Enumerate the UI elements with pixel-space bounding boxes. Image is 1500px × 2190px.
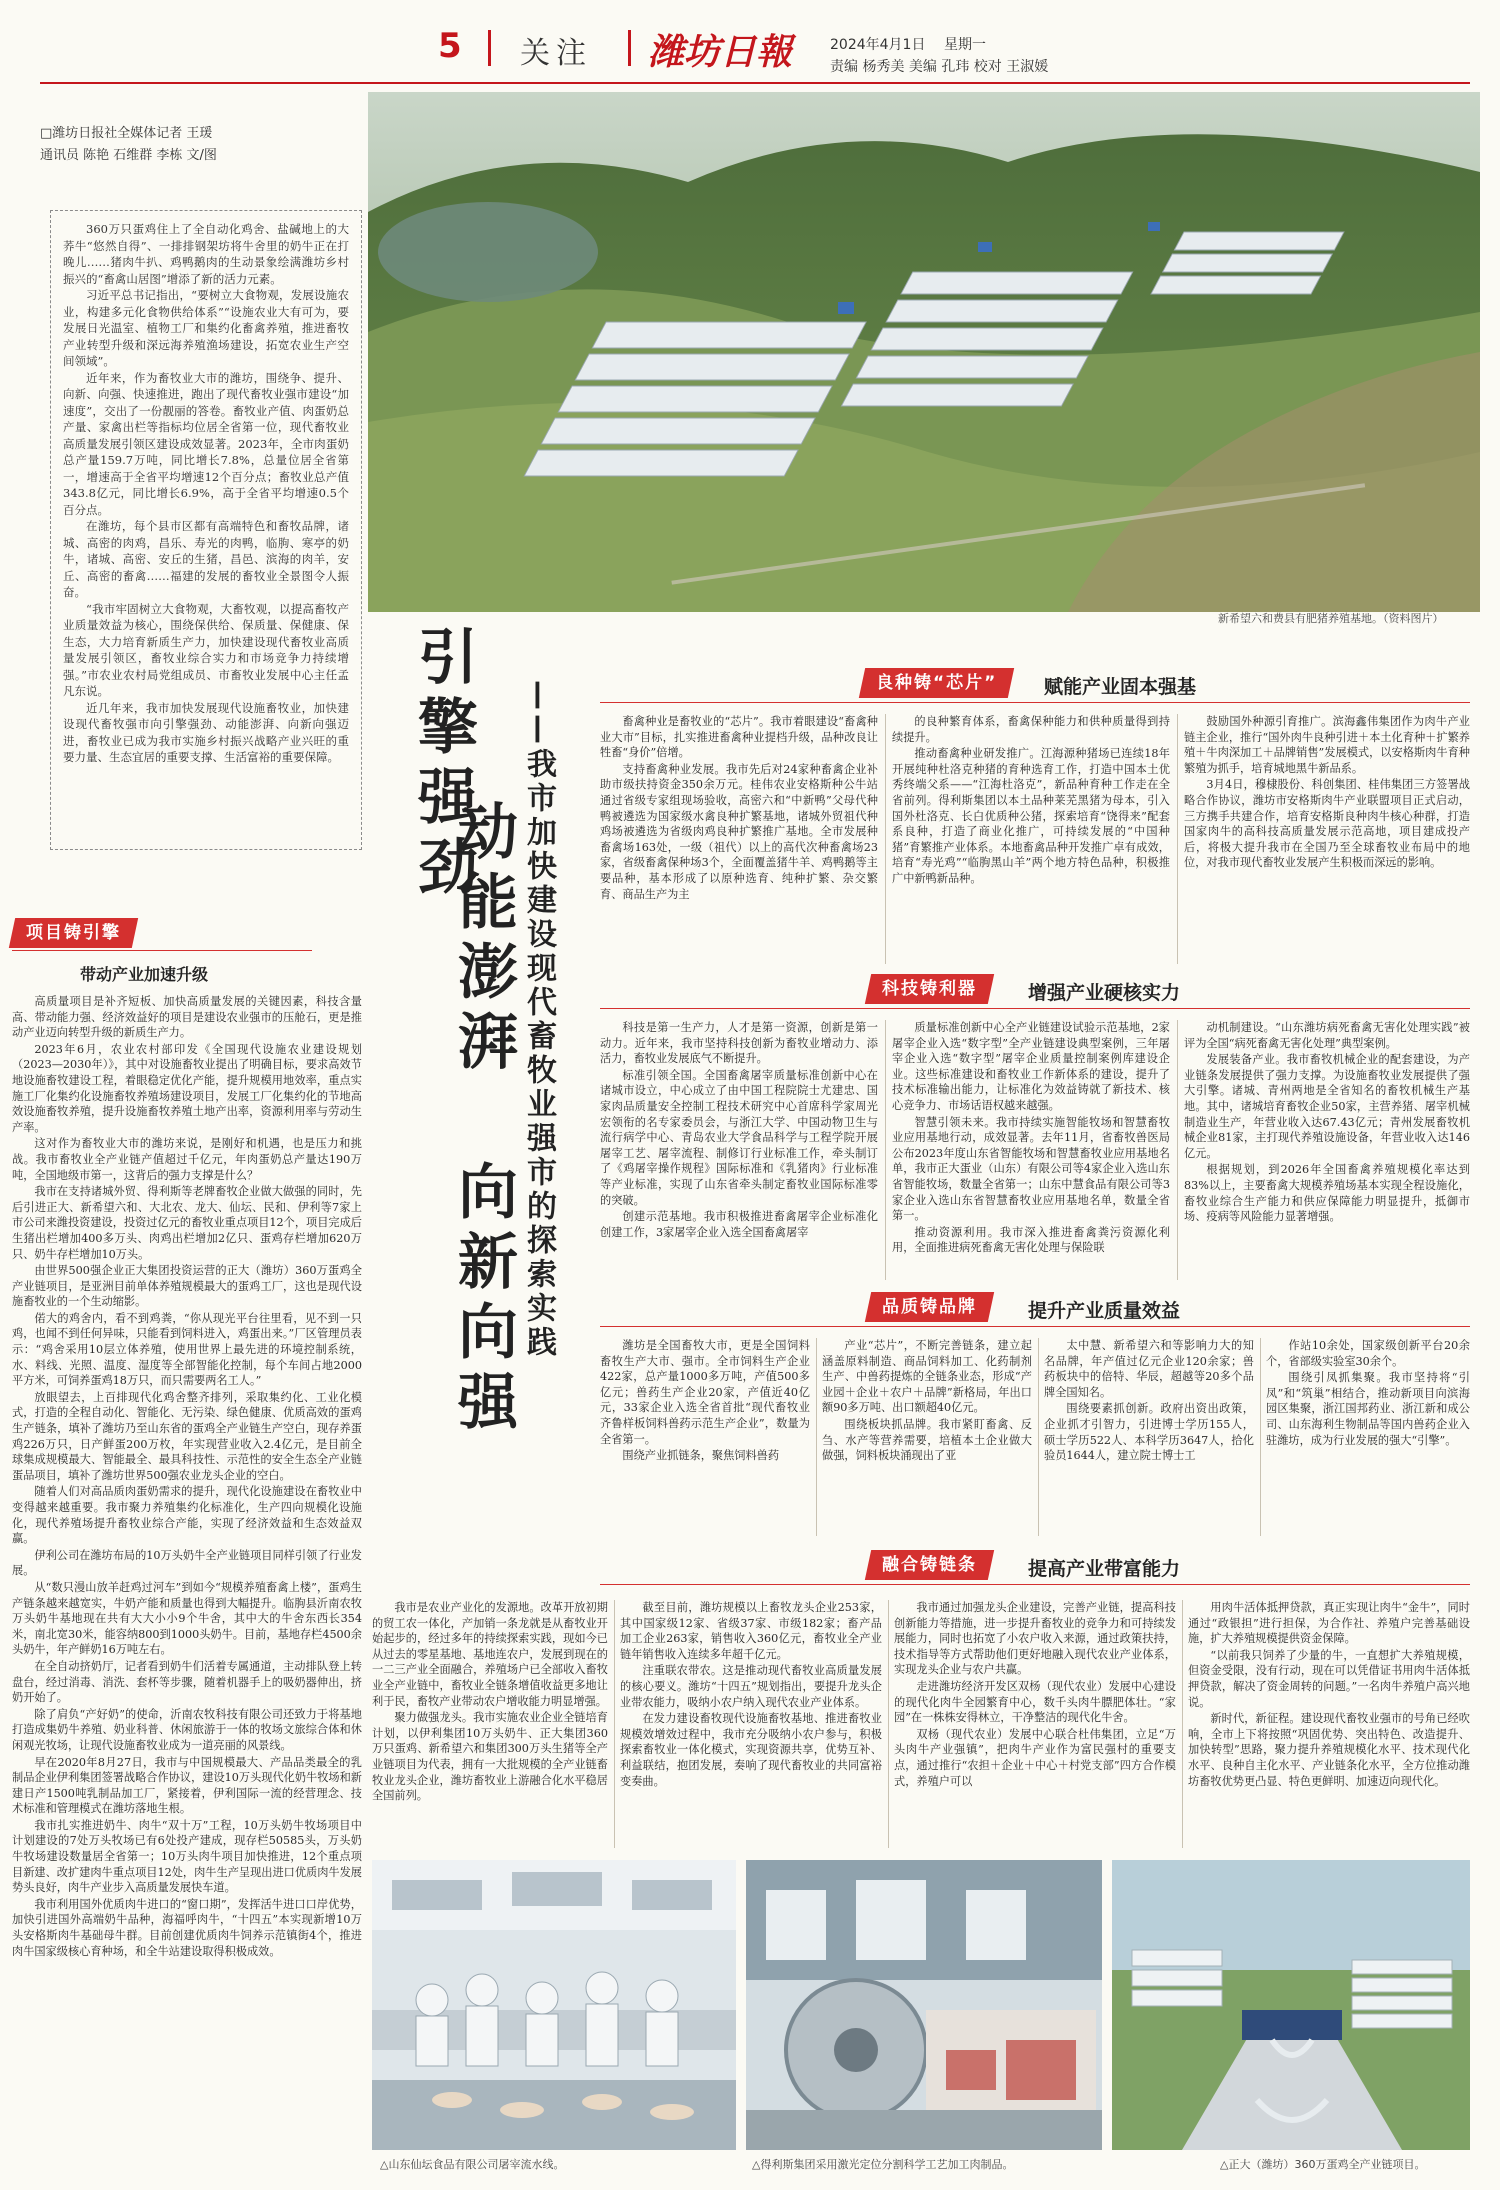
page-number: 5 xyxy=(438,26,462,66)
body-paragraph: 根据规划，到2026年全国畜禽养殖规模化率达到83%以上，主要畜禽大规模养殖场基本实现全程设施化，畜牧业综合生产能力和供应保障能力明显提升，抵御市场、疫病等风险能力显著增强。 xyxy=(1184,1163,1470,1224)
body-paragraph: 畜禽种业是畜牧业的“芯片”。我市着眼建设“畜禽种业大市”目标，扎实推进畜禽种业提档升级，品种改良让牲畜“身价”倍增。 xyxy=(600,715,878,760)
photo-meat-cutting xyxy=(746,1860,1102,2150)
section-name: 关注 xyxy=(520,36,592,71)
article-column-brand-2 xyxy=(822,1338,1032,1538)
section-tag-brand: 品质铸品牌 xyxy=(865,1292,994,1322)
body-paragraph: 我市在支持诸城外贸、得利斯等老牌畜牧企业做大做强的同时，先后引进正大、新希望六和、大北农、龙大、仙坛、民和、伊利等7家上市公司来潍投资建设，投资过亿元的畜牧业重点项目12个，项目完成后生猪出栏增加400多万头、肉鸡出栏增加2亿只、蛋鸡存栏增加620万只、奶牛存栏增加10万头。 xyxy=(12,1185,362,1261)
slaughter-line-illustration xyxy=(372,1860,736,2150)
lead-paragraph: 360万只蛋鸡住上了全自动化鸡舍、盐碱地上的大荞牛“悠然自得”、一排排钢架坊将牛舍里的奶牛正在打晚儿……猪肉牛扒、鸡鸭鹅肉的生动景象绘满潍坊乡村振兴的“畜禽山居图”增添了新的活力元素。 xyxy=(63,222,349,286)
body-paragraph: 创建示范基地。我市积极推进畜禽屠宰企业标准化创建工作，3家屠宰企业入选全国畜禽屠宰 xyxy=(600,1210,878,1239)
lead-paragraph: “我市牢固树立大食物观，大畜牧观，以提高畜牧产业质量效益为核心，围绕保供给、保质量、保健康、保生态，大力培育新质生产力，加快建设现代畜牧业高质量发展引领区，畜牧业综合实力和市场竞争力持续增强。”市农业农村局党组成员、市畜牧业发展中心主任孟凡东说。 xyxy=(63,601,349,698)
body-paragraph: 科技是第一生产力，人才是第一资源，创新是第一动力。近年来，我市坚持科技创新为畜牧业增动力、添活力，畜牧业发展底气不断提升。 xyxy=(600,1021,878,1066)
body-paragraph: 我市是农业产业化的发源地。改革开放初期的贸工农一体化，产加销一条龙就是从畜牧业开始起步的，经过多年的持续探索实践，现如今已从过去的零星基地、基地连农户，发展到现在的一二三产业全面融合，养殖场户已全部收入畜牧业全产业链中，畜牧业全链条增值收益更多地让利于民，畜牧产业带动农户增收能力明显增强。 xyxy=(372,1601,608,1708)
hero-photo-caption: 新希望六和费县有肥猪养殖基地。（资料图片） xyxy=(1218,612,1444,625)
article-column-fusion-2 xyxy=(620,1600,882,1850)
body-paragraph: 早在2020年8月27日，我市与中国规模最大、产品品类最全的乳制品企业伊利集团签署战略合作协议，建设10万头现代化奶牛牧场和新建日产1500吨乳制品加工厂，紧接着，伊利国际一流的经营理念、技术标准和管理模式在潍坊落地生根。 xyxy=(12,1755,362,1816)
body-paragraph: 推动畜禽种业研发推广。江海源种猪场已连续18年开展纯种杜洛克种猪的育种选育工作，打造中国本土优秀终端父系——“江海杜洛克”，新品种育种工作走在全省前列。得利斯集团以本土品种莱芜黑猪为母本，引入国外杜洛克、长白优质种公猪，探索培育“饶得来”配套系良种，打造了商业化推广，可持续发展的“中国种猪”育繁推产业体系。本地畜禽品种开发推广卓有成效，培育“寿光鸡”“临朐黑山羊”两个地方特色品种，积极推广中新鸭新品种。 xyxy=(892,747,1170,885)
byline-reporter: □潍坊日报社全媒体记者 王瑗 xyxy=(40,126,213,141)
column-rule xyxy=(1177,1020,1178,1280)
article-column-brand-1 xyxy=(600,1338,810,1538)
body-paragraph: 我市利用国外优质肉牛进口的“窗口期”，发挥活牛进口口岸优势，加快引进国外高端奶牛品种，海福呼肉牛，“十四五”本实现新增10万头安格斯肉牛基础母牛群。目前创建优质肉牛饲养示范镇街4个，推进肉牛国家级核心育种场，和全牛站建设取得积极成效。 xyxy=(12,1897,362,1958)
body-paragraph: 我市扎实推进奶牛、肉牛“双十万”工程，10万头奶牛牧场项目中计划建设的7处万头牧场已有6处投产建成，现存栏50585头，万头奶牛牧场建设数量居全省第一；10万头肉牛项目加快推进，12个重点项目新建、改扩建肉牛重点项目12处，肉牛生产呈现出进口优质肉牛发展势头良好，肉牛产业步入高质量发展快车道。 xyxy=(12,1818,362,1895)
section-rule xyxy=(600,1008,1470,1009)
photo-caption-cutting: △得利斯集团采用激光定位分割科学工艺加工肉制品。 xyxy=(752,2158,1014,2171)
lead-paragraph: 在潍坊，每个县市区都有高端特色和畜牧品牌，诸城、高密的肉鸡，昌乐、寿光的肉鸭，临朐、寒亭的奶牛，诸城、高密、安丘的生猪，昌邑、滨海的肉羊，安丘、高密的畜禽……福建的发展的畜牧业全景图令人振奋。 xyxy=(63,519,349,599)
egg-project-illustration xyxy=(1112,1860,1470,2150)
body-paragraph: 注重联农带农。这是推动现代畜牧业高质量发展的核心要义。潍坊“十四五”规划指出，要提升龙头企业带农能力，吸纳小农户纳入现代农业产业体系。 xyxy=(620,1664,882,1709)
body-paragraph: 动机制建设。“山东潍坊病死畜禽无害化处理实践”被评为全国“病死畜禽无害化处理”典型案例。 xyxy=(1184,1021,1470,1050)
section-title-fusion: 提高产业带富能力 xyxy=(1028,1558,1181,1580)
body-paragraph: 由世界500强企业正大集团投资运营的正大（潍坊）360万蛋鸡全产业链项目，是亚洲目前单体养殖规模最大的蛋鸡工厂，这也是现代设施畜牧业的一个生动缩影。 xyxy=(12,1264,362,1309)
body-paragraph: 围绕板块抓品牌。我市紧盯畜禽、反刍、水产等营养需要，培植本土企业做大做强，饲料板块涌现出了亚 xyxy=(822,1417,1032,1463)
body-paragraph: 从“数只漫山放羊赶鸡过河车”到如今“规模养殖畜禽上楼”，蛋鸡生产链条越来越宽实，牛奶产能和质量也得到大幅提升。临朐县沂南农牧万头奶牛基地现在共有大大小小9个牛舍，其中大的牛舍东西长354米，南北宽30米，能容纳800到1000头奶牛。目前，基地存栏4500余头奶牛，年产鲜奶16万吨左右。 xyxy=(12,1580,362,1657)
body-paragraph: 推动资源利用。我市深入推进畜禽粪污资源化利用，全面推进病死畜禽无害化处理与保险联 xyxy=(892,1225,1170,1255)
lead-paragraph: 近几年来，我市加快发展现代设施畜牧业，加快建设现代畜牧强市向引擎强劲、动能澎湃、向新向强迈进，畜牧业已成为我市实施乡村振兴战略产业兴旺的重要力量、生态宜居的重要支撑、生活富裕的重要保障。 xyxy=(63,700,349,764)
section-tag-tech: 科技铸利器 xyxy=(865,974,994,1004)
body-paragraph: 发展装备产业。我市畜牧机械企业的配套建设，为产业链条发展提供了强力支撑。为设施畜牧业发展提供了强大引擎。诸城、青州两地是全省知名的畜牧机械生产基地。其中，诸城培育畜牧企业50家，主营养猪、屠宰机械制造业生产，年营业收入达67.43亿元；青州发展畜牧机械企业81家，主打现代养殖设施设备，年营业收入达146亿元。 xyxy=(1184,1053,1470,1160)
article-column-seed-2 xyxy=(892,714,1170,966)
body-paragraph: 双杨（现代农业）发展中心联合杜伟集团，立足“万头肉牛产业强镇”，把肉牛产业作为富民强村的重要支点，通过推行“农担＋企业＋中心＋村党支部”四方合作模式，养殖户可以 xyxy=(894,1727,1176,1788)
article-column-fusion-4 xyxy=(1188,1600,1470,1850)
body-paragraph: “以前我只饲养了少量的牛，一直想扩大养殖规模，但资金受限，没有行动，现在可以凭借证书用肉牛活体抵押贷款，解决了资金周转的问题。”一名肉牛养殖户高兴地说。 xyxy=(1188,1648,1470,1709)
column-rule xyxy=(888,1600,889,1848)
body-paragraph: 潍坊是全国畜牧大市，更是全国饲料畜牧生产大市、强市。全市饲料生产企业422家，总产量1000多万吨，产值500多亿元；兽药生产企业20家，产值近40亿元，33家企业入选全省首批“现代畜牧业齐鲁样板饲料兽药示范生产企业”，数量为全省第一。 xyxy=(600,1339,810,1446)
headline-line-2: 动能澎湃 xyxy=(448,800,518,1080)
column-rule xyxy=(1182,1600,1183,1848)
column-rule xyxy=(885,1020,886,1280)
article-column-seed-1 xyxy=(600,714,878,966)
section-rule xyxy=(600,702,1470,703)
article-column-tech-1 xyxy=(600,1020,878,1282)
column-rule xyxy=(614,1600,615,1848)
section-rule xyxy=(12,950,312,951)
aerial-farm-illustration xyxy=(368,92,1480,612)
body-paragraph: 新时代，新征程。建设现代畜牧业强市的号角已经吹响，全市上下将按照“巩固优势、突出特色、改造提升、加快转型”思路，聚力提升养殖规模化水平、技术现代化水平、良种自主化水平、产业链条化水平，全方位推动潍坊畜牧优势更凸显、特色更鲜明、加速迈向现代化。 xyxy=(1188,1712,1470,1788)
article-column-brand-4 xyxy=(1266,1338,1470,1538)
section-rule xyxy=(600,1584,1470,1585)
body-paragraph: 产业“芯片”，不断完善链条，建立起涵盖原料制造、商品饲料加工、化药制剂生产、中兽药提炼的全链条业态，形成“产业园＋企业＋农户＋品牌”新格局，年出口额90多万吨、出口额超40亿元。 xyxy=(822,1339,1032,1415)
hero-photo-pig-farm xyxy=(368,92,1480,612)
issue-weekday: 星期一 xyxy=(944,37,986,53)
article-column-tech-3 xyxy=(1184,1020,1470,1282)
section-rule xyxy=(600,1326,1470,1327)
subheadline: ——我市加快建设现代畜牧业强市的探索实践 xyxy=(521,680,556,1360)
photo-slaughter-line xyxy=(372,1860,736,2150)
section-title-project: 带动产业加速升级 xyxy=(80,965,209,984)
article-column-tech-2 xyxy=(892,1020,1170,1282)
column-rule xyxy=(885,714,886,964)
body-paragraph: 的良种繁育体系，畜禽保种能力和供种质量得到持续提升。 xyxy=(892,715,1170,744)
masthead-divider xyxy=(488,30,491,66)
masthead-rule xyxy=(40,82,1470,84)
body-paragraph: 截至目前，潍坊规模以上畜牧龙头企业253家，其中国家级12家、省级37家、市级182家；畜产品加工企业263家，销售收入360亿元，畜牧业全产业链年销售收入连续多年超千亿元。 xyxy=(620,1601,882,1661)
body-paragraph: 聚力做强龙头。我市实施农业企业全链培育计划，以伊利集团10万头奶牛、正大集团360万只蛋鸡、新希望六和集团300万头生猪等全产业链项目为代表，拥有一大批规模的全产业链畜牧业龙头企业，潍坊畜牧业上游融合化水平稳居全国前列。 xyxy=(372,1711,608,1803)
body-paragraph: 质量标准创新中心全产业链建设试验示范基地，2家屠宰企业入选“数字型”全产业链建设典型案例，三年屠宰企业入选“数字型”屠宰企业质量控制案例库建设企业。这些标准建设和畜牧业工作新体系的建设，提升了技术标准输出能力，让标准化为效益铸就了新技术、核心竞争力、市场话语权越来越强。 xyxy=(892,1021,1170,1112)
photo-caption-slaughter: △山东仙坛食品有限公司屠宰流水线。 xyxy=(380,2158,565,2171)
issue-date: 2024年4月1日 xyxy=(830,37,926,53)
photo-caption-egg: △正大（潍坊）360万蛋鸡全产业链项目。 xyxy=(1220,2158,1426,2171)
column-rule xyxy=(816,1338,817,1536)
body-paragraph: 作站10余处，国家级创新平台20余个，省部级实验室30余个。 xyxy=(1266,1339,1470,1368)
body-paragraph: 围绕产业抓链条，聚焦饲料兽药 xyxy=(622,1449,780,1463)
column-rule xyxy=(1260,1338,1261,1536)
masthead xyxy=(0,0,1500,82)
column-rule xyxy=(1038,1338,1039,1536)
article-column-seed-3 xyxy=(1184,714,1470,966)
body-paragraph: 走进潍坊经济开发区双杨（现代农业）发展中心建设的现代化肉牛全园繁育中心，数千头肉牛膘肥体壮。“家园”在一株株安得林立，干净整洁的现代化牛舍。 xyxy=(894,1679,1176,1725)
body-paragraph: 放眼望去，上百排现代化鸡舍整齐排列，采取集约化、工业化模式，打造的全程自动化、智能化、无污染、绿色健康、优质高效的蛋鸡生产链条，填补了潍坊乃至山东省的蛋鸡全产业链生产空白，现存养蛋鸡226万只，日产鲜蛋200万枚，年实现营业收入2.4亿元，是目前全球集成规模最大、智能最全、最具科技性、示范性的安全生态全产业链蛋品项目，填补了潍坊世界500强农业龙头企业的空白。 xyxy=(12,1390,362,1482)
headline-line-1: 引擎强劲 xyxy=(408,625,478,905)
body-paragraph: 高质量项目是补齐短板、加快高质量发展的关键因素，科技含量高、带动能力强、经济效益好的项目是建设农业强市的压舱石，更是推动产业迈向转型升级的新质生产力。 xyxy=(12,995,362,1040)
section-title-brand: 提升产业质量效益 xyxy=(1028,1300,1181,1322)
body-paragraph: 鼓励国外种源引育推广。滨海鑫伟集团作为肉牛产业链主企业，推行“国外肉牛良种引进＋本土化育种＋扩繁养殖＋牛肉深加工＋品牌销售”发展模式，以安格斯肉牛育种繁殖为抓手，培育城地黑牛新品系。 xyxy=(1184,715,1470,775)
body-paragraph: 随着人们对高品质肉蛋奶需求的提升，现代化设施建设在畜牧业中变得越来越重要。我市聚力养殖集约化标准化，生产四向规模化设施化，现代养殖场提升畜牧业综合产能，实现了经济效益和生态效益双赢。 xyxy=(12,1485,362,1546)
section-title-tech: 增强产业硬核实力 xyxy=(1028,982,1181,1004)
section-title-seed: 赋能产业固本强基 xyxy=(1044,676,1197,698)
masthead-divider xyxy=(628,30,631,66)
body-paragraph: 伊利公司在潍坊布局的10万头奶牛全产业链项目同样引领了行业发展。 xyxy=(12,1548,362,1578)
body-paragraph: 用肉牛活体抵押贷款，真正实现让肉牛“金牛”，同时通过“政银担”进行担保，为合作社、养殖户完善基础设施，扩大养殖规模提供资金保障。 xyxy=(1188,1601,1470,1646)
photo-egg-chain-project xyxy=(1112,1860,1470,2150)
body-paragraph: 这对作为畜牧业大市的潍坊来说，是刚好和机遇，也是压力和挑战。我市畜牧业全产业链产值超过千亿元，年肉蛋奶总产量达190万吨，全国地级市第一，这背后的强力支撑是什么？ xyxy=(12,1137,362,1182)
article-column-fusion-1 xyxy=(372,1600,608,1850)
byline-contributors: 通讯员 陈艳 石维群 李栋 文/图 xyxy=(40,148,217,163)
body-paragraph: 智慧引领未来。我市持续实施智能牧场和智慧畜牧业应用基地行动，成效显著。去年11月，省畜牧兽医局公布2023年度山东省智能牧场和智慧畜牧业应用基地名单，我市正大蛋业（山东）有限公司等4家企业入选山东省智能牧场，数量全省第一；山东中慧食品有限公司等3家企业入选山东省智慧畜牧业应用基地名单，数量全省第一。 xyxy=(892,1115,1170,1223)
body-paragraph: 围绕要素抓创新。政府出资出政策，企业抓才引智力，引进博士学历155人，硕士学历522人、本科学历3647人，拾化验员1644人，建立院士博士工 xyxy=(1044,1402,1254,1463)
body-paragraph: 标准引领全国。全国畜禽屠宰质量标准创新中心在诸城市设立，中心成立了由中国工程院院士尤建忠、国家肉品质量安全控制工程技术研究中心首席科学家周光宏领衔的名专家委员会，与浙江大学、中国动物卫生与流行病学中心、青岛农业大学食品科学与工程学院开展屠宰工艺、屠宰流程、制修订行业标准工作，牵头制订了《鸡屠宰操作规程》国际标准和《乳猪肉》行业标准等产业标准，实现了山东省牵头制定畜牧业国际标准零的突破。 xyxy=(600,1068,878,1207)
body-paragraph: 支持畜禽种业发展。我市先后对24家种畜禽企业补助市级扶持资金350余万元。桂伟农业安格斯种公牛站通过省级专家组现场验收，高密六和“中新鸭”父母代种鸭被遴选为国家级水禽良种扩繁基地，诸城外贸祖代种鸡场被遴选为省级肉鸡良种扩繁推广基地。全市发展种畜禽场163处，一级（祖代）以上的高代次种畜禽场23家，省级畜禽保种场3个，全面覆盖猪牛羊、鸡鸭鹅等主要品种，基本形成了以原种选育、纯种扩繁、杂交繁育、商品生产为主 xyxy=(600,762,878,901)
meat-cutting-illustration xyxy=(746,1860,1102,2150)
article-column-left xyxy=(12,994,362,2170)
article-column-fusion-3 xyxy=(894,1600,1176,1850)
body-paragraph: 围绕引凤抓集聚。我市坚持将“引凤”和“筑巢”相结合，推动新项目向滨海园区集聚，浙江国邦药业、浙江新和成公司、山东海利生物制品等国内兽药企业入驻潍坊，成为行业发展的强大“引擎”。 xyxy=(1266,1371,1470,1447)
lead-paragraph: 习近平总书记指出，“要树立大食物观，发展设施农业，构建多元化食物供给体系”“设施农业大有可为，要发展日光温室、植物工厂和集约化畜禽养殖，推进畜牧产业转型升级和深远海养殖渔场建设，拓宽农业生产空间领域”。 xyxy=(63,288,349,368)
section-tag-project: 项目铸引擎 xyxy=(9,918,138,948)
section-tag-fusion: 融合铸链条 xyxy=(865,1550,994,1580)
lead-box xyxy=(50,210,362,850)
body-paragraph: 我市通过加强龙头企业建设，完善产业链，提高科技创新能力等措施，进一步提升畜牧业的竞争力和可持续发展能力，同时也拓宽了小农户收入来源，通过政策扶持，技术指导等方式帮助他们更好地融入现代农业产业体系，实现龙头企业与农户共赢。 xyxy=(894,1601,1176,1677)
column-rule xyxy=(1177,714,1178,964)
headline-line-3: 向新向强 xyxy=(448,1160,518,1440)
body-paragraph: 3月4日，穆棣股份、科创集团、桂伟集团三方签署战略合作协议，潍坊市安格斯肉牛产业联盟项目正式启动，三方携手共建合作，培育安格斯良种肉牛核心种群，打造国家肉牛的高科技高质量发展示范高地，项目建成投产后，将极大提升我市在全国乃至全球畜牧业布局中的地位，对我市现代畜牧业发展产生积极而深远的影响。 xyxy=(1184,778,1470,870)
body-paragraph: 在全自动挤奶厅，记者看到奶牛们活着专属通道，主动排队登上转盘台，经过消毒、消洗、套杯等步骤，随着机器手上的吸奶器伸出，挤奶开始了。 xyxy=(12,1659,362,1705)
body-paragraph: 2023年6月，农业农村部印发《全国现代设施农业建设规划（2023—2030年）》，其中对设施畜牧业提出了明确目标，要求高效节地设施畜牧建设工程，着眼稳定优化产能，提升规模用地效率，重点实施工厂化集约化设施畜牧养殖场建设项目，发展工厂化集约化的节地高效设施畜牧养殖，提升设施畜牧养殖土地产出率，资源利用率与劳动生产率。 xyxy=(12,1042,362,1134)
paper-logo: 潍坊日報 xyxy=(648,31,793,73)
article-column-brand-3 xyxy=(1044,1338,1254,1538)
body-paragraph: 太中慧、新希望六和等影响力大的知名品牌，年产值过亿元企业120余家；兽药板块中的倍特、华辰，超越等20多个品牌全国知名。 xyxy=(1044,1339,1254,1399)
body-paragraph: 在发力建设畜牧现代设施畜牧基地、推进畜牧业规模效增效过程中，我市充分吸纳小农户参与，积极探索畜牧业一体化模式，实现资源共享，优势互补、利益联结，抱团发展，奏响了现代畜牧业的共同富裕变奏曲。 xyxy=(620,1712,882,1788)
body-paragraph: 除了肩负“产好奶”的使命，沂南农牧科技有限公司还致力于将基地打造成集奶牛养殖、奶业科普、休闲旅游于一体的牧场文旅综合体和休闲观光牧场，让现代设施畜牧业成为一道亮丽的风景线。 xyxy=(12,1707,362,1752)
section-tag-seed: 良种铸“芯片” xyxy=(859,668,1015,698)
editor-credits: 责编 杨秀美 美编 孔玮 校对 王淑媛 xyxy=(830,59,1049,75)
body-paragraph: 偌大的鸡舍内，看不到鸡粪，“你从现光平台往里看，见不到一只鸡，也闻不到任何异味，只能看到饲料进入，鸡蛋出来。”厂区管理员表示：“鸡舍采用10层立体养殖，使用世界上最先进的环境控制系统，水、料线、光照、温度、湿度等全部智能化控制，每个车间占地2000平方米，可饲养蛋鸡18万只，而只需要两名工人。” xyxy=(12,1311,362,1388)
lead-paragraph: 近年来，作为畜牧业大市的潍坊，围绕争、提升、向新、向强、快速推进，跑出了现代畜牧业强市建设“加速度”，交出了一份靓丽的答卷。畜牧业产值、肉蛋奶总产量、家禽出栏等指标均位居全省第一位，现代畜牧业高质量发展引领区建设成效显著。2023年，全市肉蛋奶总产量159.7万吨，同比增长7.8%，总量位居全省第一，增速高于全省平均增速12个百分点；畜牧业总产值343.8亿元，同比增长6.9%，高于全省平均增速0.5个百分点。 xyxy=(63,370,349,517)
